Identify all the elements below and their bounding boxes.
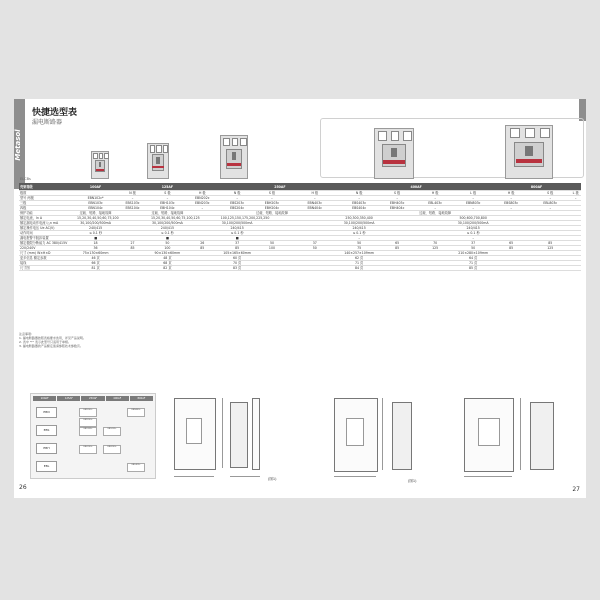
table-cell: 过载、短路、接地故障 (76, 211, 115, 216)
page-subtitle: 漏电断路器 (32, 119, 63, 126)
table-cell: L 极 (570, 191, 581, 196)
page-title: 快捷选型表 (32, 108, 78, 118)
table-cell: 50 (150, 241, 185, 246)
flow-header: 125AF (57, 396, 80, 401)
table-cell: 83 页 (220, 266, 255, 271)
table-cell (255, 266, 290, 271)
table-cell: 85 (492, 246, 530, 251)
table-cell: 71 页 (340, 261, 378, 266)
page-number-right: 27 (572, 486, 580, 493)
figure-caption: (图1) (268, 477, 277, 481)
table-cell: EBH103c (150, 201, 185, 206)
table-cell (570, 266, 581, 271)
table-cell (416, 266, 454, 271)
table-cell: 62 页 (340, 256, 378, 261)
flow-header: 800AF (130, 396, 153, 401)
table-cell: N 极 (115, 191, 150, 196)
breaker-image-100af (91, 151, 109, 179)
dimension-drawing-250af (172, 396, 292, 486)
table-cell: 100,125,150,175,200,225,250 (220, 216, 270, 220)
table-cell: – (185, 206, 220, 211)
table-cell (378, 266, 416, 271)
flow-header: 100AF (33, 396, 56, 401)
table-cell: – (416, 196, 454, 201)
table-cell: EBH204c (255, 206, 290, 211)
flow-cell: EBH203c (103, 445, 121, 454)
table-cell: H 极 (185, 191, 220, 196)
row-label: 尺寸 (mm) W×H×D (19, 251, 76, 256)
table-cell: 240/415 (150, 226, 185, 231)
notes-block (19, 332, 86, 348)
table-cell: 48 页 (150, 256, 185, 261)
table-cell: EBS404c (340, 206, 378, 211)
table-cell: ≤ 0.1 秒 (150, 231, 185, 236)
table-cell: 过载、短路、接地故障 (416, 211, 454, 216)
table-cell: 84 页 (340, 266, 378, 271)
table-cell: 30,100/200/500mA (454, 221, 492, 226)
table-cell: 60 页 (220, 256, 255, 261)
table-cell: 125 (416, 246, 454, 251)
table-cell: 30,100/200/500mA (150, 221, 185, 226)
flow-header: 250AF (81, 396, 104, 401)
table-cell (530, 266, 570, 271)
table-cell: 46 页 (76, 256, 115, 261)
table-cell: EBS204c (220, 206, 255, 211)
note-line: 3. 漏电断路器的产品额定值请参照技术参数页。 (19, 344, 83, 348)
flow-cell: EBL403c (127, 463, 145, 472)
selection-flow-diagram (30, 393, 156, 479)
breaker-image-400af (374, 128, 414, 179)
table-header-cell: 400AF (340, 183, 492, 191)
table-cell: EBS803c (492, 201, 530, 206)
table-cell: EBN102c* (76, 196, 115, 201)
table-cell: EBS104c (115, 206, 150, 211)
note-line: 注意事项： (19, 332, 35, 336)
table-cell: ≤ 0.1 秒 (76, 231, 115, 236)
table-cell: – (378, 196, 416, 201)
side-tab (14, 99, 25, 189)
selection-table (19, 183, 581, 271)
table-cell: EBS103c (115, 201, 150, 206)
row-label: 三极 (19, 201, 76, 206)
flow-row-label: EBH (36, 443, 57, 454)
table-cell: 210×280×109mm (454, 251, 492, 256)
table-cell: 85 页 (454, 266, 492, 271)
breaker-image-250af (220, 135, 248, 179)
table-cell: EBN404c (289, 206, 340, 211)
table-cell: 15,20,30,40,50,60,75,100 (77, 216, 119, 220)
side-tab-label: Metasol (14, 129, 22, 161)
flow-header: 400AF (106, 396, 129, 401)
table-cell: ≤ 0.1 秒 (220, 231, 255, 236)
breaker-image-800af (505, 125, 553, 179)
table-cell: – (492, 196, 530, 201)
table-cell: EBN104c (76, 206, 115, 211)
table-cell: – (340, 236, 378, 241)
flow-cell: EBS103c (79, 427, 97, 436)
table-cell: EBN103c (76, 201, 115, 206)
dimension-drawing-400af (330, 396, 446, 486)
table-cell: EBH203c (255, 201, 290, 206)
flow-row-label: EBS (36, 425, 57, 436)
table-cell (115, 266, 150, 271)
row-label: 220/240V (19, 246, 76, 251)
table-cell: 100 (150, 246, 185, 251)
table-cell: H 极 (289, 191, 340, 196)
table-cell: EBN203c (185, 201, 220, 206)
table-cell: – (530, 196, 570, 201)
table-cell: 85 (530, 241, 570, 246)
table-cell: H 极 (492, 191, 530, 196)
table-row (19, 266, 581, 271)
table-cell: EBH104c (150, 206, 185, 211)
table-cell: 500,600,700,800 (454, 216, 492, 221)
table-cell: – (570, 196, 581, 201)
table-cell: 37 (454, 241, 492, 246)
table-cell: 过载、短路、接地故障 (256, 211, 288, 215)
note-line: 2. 表中 "*" 表示此型号只适用于单相。 (19, 340, 71, 344)
table-cell: 18 (76, 241, 115, 246)
table-cell: EBN803c (454, 201, 492, 206)
table-cell: S 极 (378, 191, 416, 196)
table-cell: 15,20,30,40,50,60,75,100,125 (150, 216, 200, 220)
table-cell: 65 (492, 241, 530, 246)
table-cell: ■ (150, 236, 185, 241)
table-cell: 71 页 (454, 261, 492, 266)
table-cell: – (150, 196, 185, 201)
table-cell: 140×257×109mm (340, 251, 378, 256)
table-cell: 过载、短路、接地故障 (151, 211, 184, 215)
flow-header-row (33, 396, 153, 401)
table-cell: EBS403c (340, 201, 378, 206)
table-cell: 240/415 (340, 226, 378, 231)
table-cell: 90×130×60mm (150, 251, 185, 256)
table-cell: 70 页 (220, 261, 255, 266)
table-cell: – (454, 206, 492, 211)
table-cell: 50 (454, 246, 492, 251)
row-label: 额定漏电动作电流 I△n mA (19, 221, 76, 226)
table-cell: 85 (115, 246, 150, 251)
table-cell: S 极 (150, 191, 185, 196)
table-cell: ≤ 0.1 秒 (454, 231, 492, 236)
table-cell: EBL403c (416, 201, 454, 206)
table-cell: L 极 (454, 191, 492, 196)
table-cell: – (416, 206, 454, 211)
series-label: ELCBs (20, 177, 31, 181)
row-label: 额定操作电压 Ue AC(V) (19, 226, 76, 231)
note-line: 1. 漏电断路器按照表格要求选用，详见产品说明。 (19, 336, 86, 340)
table-cell: – (289, 196, 340, 201)
table-cell: EBN202c (185, 196, 220, 201)
table-cell: ≤ 0.1 秒 (340, 231, 378, 236)
table-cell: H 极 (416, 191, 454, 196)
table-cell: S 极 (530, 191, 570, 196)
row-label: 四极 (19, 206, 76, 211)
table-cell: 75×130×60mm (76, 251, 115, 256)
table-cell: 27 (115, 241, 150, 246)
flow-cell: EBS203c (103, 427, 121, 436)
table-header-cell: 250AF (220, 183, 340, 191)
table-cell: 75 (340, 246, 378, 251)
row-label: 动作时间 (19, 231, 76, 236)
table-cell: – (255, 196, 290, 201)
table-cell: 240/415 (454, 226, 492, 231)
table-header-cell: 壳架等级 (19, 183, 76, 191)
table-cell: 70 (416, 241, 454, 246)
table-cell: EBN403c (289, 201, 340, 206)
row-label: 额定极限分断能力 AC 380/415V (19, 241, 76, 246)
table-cell: 68 页 (150, 261, 185, 266)
table-cell: S 极 (255, 191, 290, 196)
table-header-cell: 100AF (76, 183, 115, 191)
row-label: 极数 (19, 191, 76, 196)
table-cell: 85 (378, 246, 416, 251)
table-cell: – (492, 206, 530, 211)
table-cell: 30,100/200/500mA (340, 221, 378, 226)
table-cell: – (454, 236, 492, 241)
flow-row-label: EBN (36, 407, 57, 418)
table-cell: – (220, 196, 255, 201)
table-cell: 81 页 (76, 266, 115, 271)
table-cell: 125 (530, 246, 570, 251)
table-header-cell: 125AF (115, 183, 220, 191)
table-cell: EBL803c (530, 201, 570, 206)
table-cell: – (115, 196, 150, 201)
flow-cell: EBN102c (79, 408, 97, 417)
row-label: 更多信息 额定参数 (19, 256, 76, 261)
table-cell: 50 (289, 246, 340, 251)
table-cell: 37 (289, 241, 340, 246)
flow-cell: EBN103c (79, 418, 97, 427)
row-label: 尺寸图 (19, 266, 76, 271)
table-cell: – (454, 196, 492, 201)
table-cell: N 极 (340, 191, 378, 196)
table-cell: 82 页 (150, 266, 185, 271)
flow-row-label: EBL (36, 461, 57, 472)
table-cell: 37 (220, 241, 255, 246)
table-cell: 105×165×60mm (220, 251, 255, 256)
table-cell: EBS203c (220, 201, 255, 206)
table-header-cell: 800AF (492, 183, 581, 191)
figure-caption: (图1) (408, 479, 417, 483)
table-cell: 64 页 (454, 256, 492, 261)
table-cell: 50 (255, 241, 290, 246)
table-cell: 36 (76, 246, 115, 251)
table-cell (185, 266, 220, 271)
table-cell: 250,300,350,400 (340, 216, 378, 221)
table-cell: EBH404c (378, 206, 416, 211)
row-label: 接线 (19, 261, 76, 266)
table-cell: 100 (255, 246, 290, 251)
table-cell: 85 (220, 246, 255, 251)
table-cell: 30,100/200/500mA (220, 221, 255, 226)
catalog-spread (14, 99, 586, 498)
table-cell: 65 (378, 241, 416, 246)
row-label: 漏电报警不脱扣装置 (19, 236, 76, 241)
flow-cell: EBN403c (127, 408, 145, 417)
table-cell: ■ (76, 236, 115, 241)
table-cell: 66 页 (76, 261, 115, 266)
table-cell: 240/415 (220, 226, 255, 231)
table-cell: 26 (185, 241, 220, 246)
table-cell (492, 266, 530, 271)
table-cell: 50 (340, 241, 378, 246)
table-cell: 85 (185, 246, 220, 251)
table-cell: 30,100/200/500mA (76, 221, 115, 226)
row-label: 型号 两极 (19, 196, 76, 201)
dimension-drawing-800af (460, 396, 580, 486)
table-cell: ■ (220, 236, 255, 241)
breaker-image-125af (147, 143, 169, 179)
table-cell: – (340, 196, 378, 201)
page-number-left: 26 (19, 484, 27, 491)
table-cell: – (530, 206, 570, 211)
table-header-row (19, 183, 581, 191)
table-cell: N 极 (220, 191, 255, 196)
table-cell (289, 266, 340, 271)
table-cell: EBH403c (378, 201, 416, 206)
row-label: 额定电流，In A (19, 216, 76, 221)
flow-cell: EBH103c (79, 445, 97, 454)
row-label: 保护功能 (19, 211, 76, 216)
table-cell: 240/415 (76, 226, 115, 231)
